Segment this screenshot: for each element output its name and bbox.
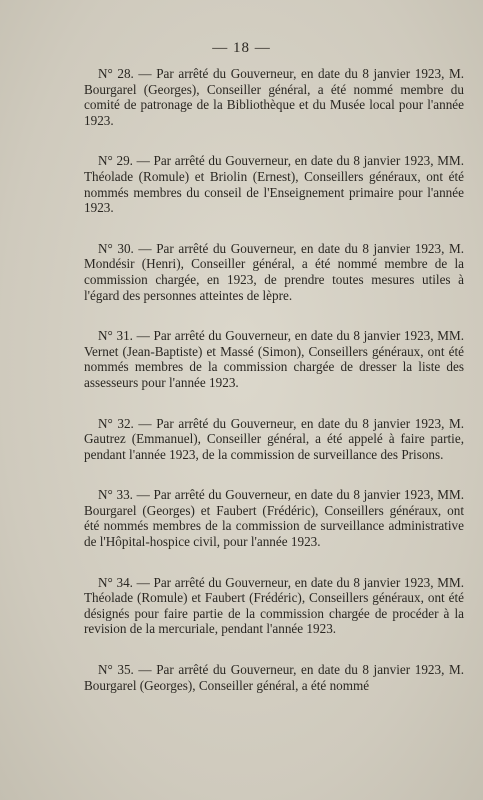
paragraph-arrete-28: N° 28. — Par arrêté du Gouverneur, en date du 8 janvier 1923, M. Bourgarel (Georges), Conseiller général, a été nommé membre du comité de patronage de la Bibliothèque et du Musée local pour l'année 1923. — [84, 66, 464, 128]
paragraph-arrete-31: N° 31. — Par arrêté du Gouverneur, en date du 8 janvier 1923, MM. Vernet (Jean-Baptiste) et Massé (Simon), Conseillers généraux, ont été nommés membres de la commission chargée de dresser la liste des assesseurs pour l'année 1923. — [84, 328, 464, 390]
paragraph-arrete-34: N° 34. — Par arrêté du Gouverneur, en date du 8 janvier 1923, MM. Théolade (Romule) et Faubert (Frédéric), Conseillers généraux, ont été désignés pour faire partie de la commission chargée de procéder à la revision de la mercuriale, pendant l'année 1923. — [84, 574, 464, 637]
paragraph-arrete-33: N° 33. — Par arrêté du Gouverneur, en date du 8 janvier 1923, MM. Bourgarel (Georges) et Faubert (Frédéric), Conseillers généraux, ont été nommés membres de la commission de surveillance administrative de l'Hôpital-hospice civil, pour l'année 1923. — [84, 487, 464, 550]
page-number: — 18 — — [212, 40, 271, 56]
paragraph-arrete-29: N° 29. — Par arrêté du Gouverneur, en date du 8 janvier 1923, MM. Théolade (Romule) et Briolin (Ernest), Conseillers généraux, ont été nommés membres du conseil de l'Enseignement primaire pour l'année 1923. — [84, 153, 464, 216]
page-body — [84, 66, 464, 718]
paragraph-arrete-35: N° 35. — Par arrêté du Gouverneur, en date du 8 janvier 1923, M. Bourgarel (Georges), Conseiller général, a été nommé — [84, 662, 464, 693]
paragraph-arrete-30: N° 30. — Par arrêté du Gouverneur, en date du 8 janvier 1923, M. Mondésir (Henri), Conseiller général, a été nommé membre de la commission chargée, en 1923, de prendre toutes mesures utiles à l'égard des personnes atteintes de lèpre. — [84, 240, 464, 303]
paragraph-arrete-32: N° 32. — Par arrêté du Gouverneur, en date du 8 janvier 1923, M. Gautrez (Emmanuel), Conseiller général, a été appelé à faire partie, pendant l'année 1923, de la commission de surveillance des Prisons. — [84, 415, 464, 462]
